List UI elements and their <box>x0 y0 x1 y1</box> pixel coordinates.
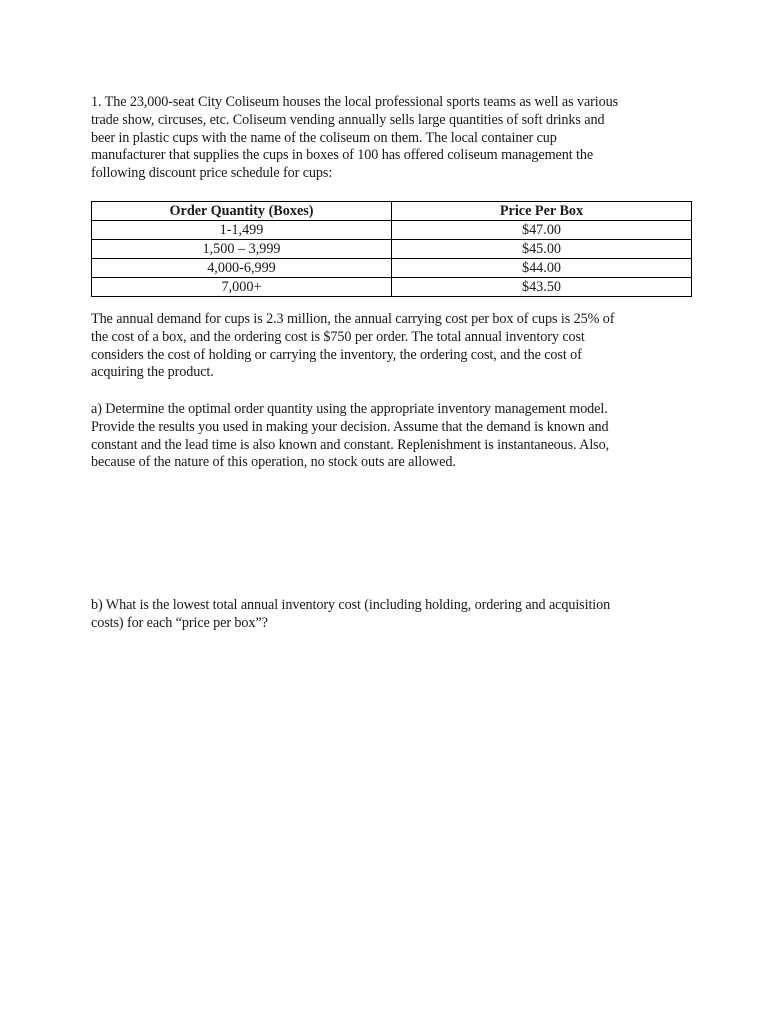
demand-line: acquiring the product. <box>91 364 214 381</box>
part-b-question <box>91 597 691 633</box>
intro-line: 1. The 23,000-seat City Coliseum houses the local professional sports teams as well as various <box>91 94 619 110</box>
part-b-line: costs) for each “price per box”? <box>91 614 268 631</box>
price-per-box-cell: $43.50 <box>392 278 692 297</box>
order-quantity-cell: 1-1,499 <box>92 221 392 240</box>
demand-line: the cost of a box, and the ordering cost is $750 per order. The total annual inventory cost <box>91 328 585 345</box>
intro-line: beer in plastic cups with the name of the coliseum on them. The local container cup <box>91 129 557 146</box>
table-row <box>92 278 692 297</box>
column-header-price-per-box: Price Per Box <box>392 202 692 221</box>
intro-line: trade show, circuses, etc. Coliseum vending annually sells large quantities of soft drinks and <box>91 111 605 128</box>
order-quantity-cell: 7,000+ <box>92 278 392 297</box>
discount-price-table <box>91 201 692 297</box>
intro-line: following discount price schedule for cups: <box>91 165 333 182</box>
part-a-line: a) Determine the optimal order quantity using the appropriate inventory management model. <box>91 401 608 417</box>
price-per-box-cell: $45.00 <box>392 240 692 259</box>
intro-line: manufacturer that supplies the cups in boxes of 100 has offered coliseum management the <box>91 147 594 164</box>
order-quantity-cell: 4,000-6,999 <box>92 259 392 278</box>
table-row <box>92 221 692 240</box>
price-per-box-cell: $44.00 <box>392 259 692 278</box>
column-header-order-quantity: Order Quantity (Boxes) <box>92 202 392 221</box>
part-a-question <box>91 401 691 472</box>
part-a-line: because of the nature of this operation, no stock outs are allowed. <box>91 454 456 471</box>
part-a-line: constant and the lead time is also known and constant. Replenishment is instantaneous. Also, <box>91 436 610 453</box>
demand-line: The annual demand for cups is 2.3 million, the annual carrying cost per box of cups is 25% of <box>91 311 615 327</box>
price-per-box-cell: $47.00 <box>392 221 692 240</box>
order-quantity-cell: 1,500 – 3,999 <box>92 240 392 259</box>
table-row <box>92 259 692 278</box>
table-header-row <box>92 202 692 221</box>
question-1-intro <box>91 94 691 183</box>
part-a-line: Provide the results you used in making your decision. Assume that the demand is known and <box>91 418 609 435</box>
part-b-line: b) What is the lowest total annual inventory cost (including holding, ordering and acquisition <box>91 597 611 613</box>
demand-line: considers the cost of holding or carrying the inventory, the ordering cost, and the cost of <box>91 346 582 363</box>
table-row <box>92 240 692 259</box>
demand-paragraph <box>91 311 691 382</box>
